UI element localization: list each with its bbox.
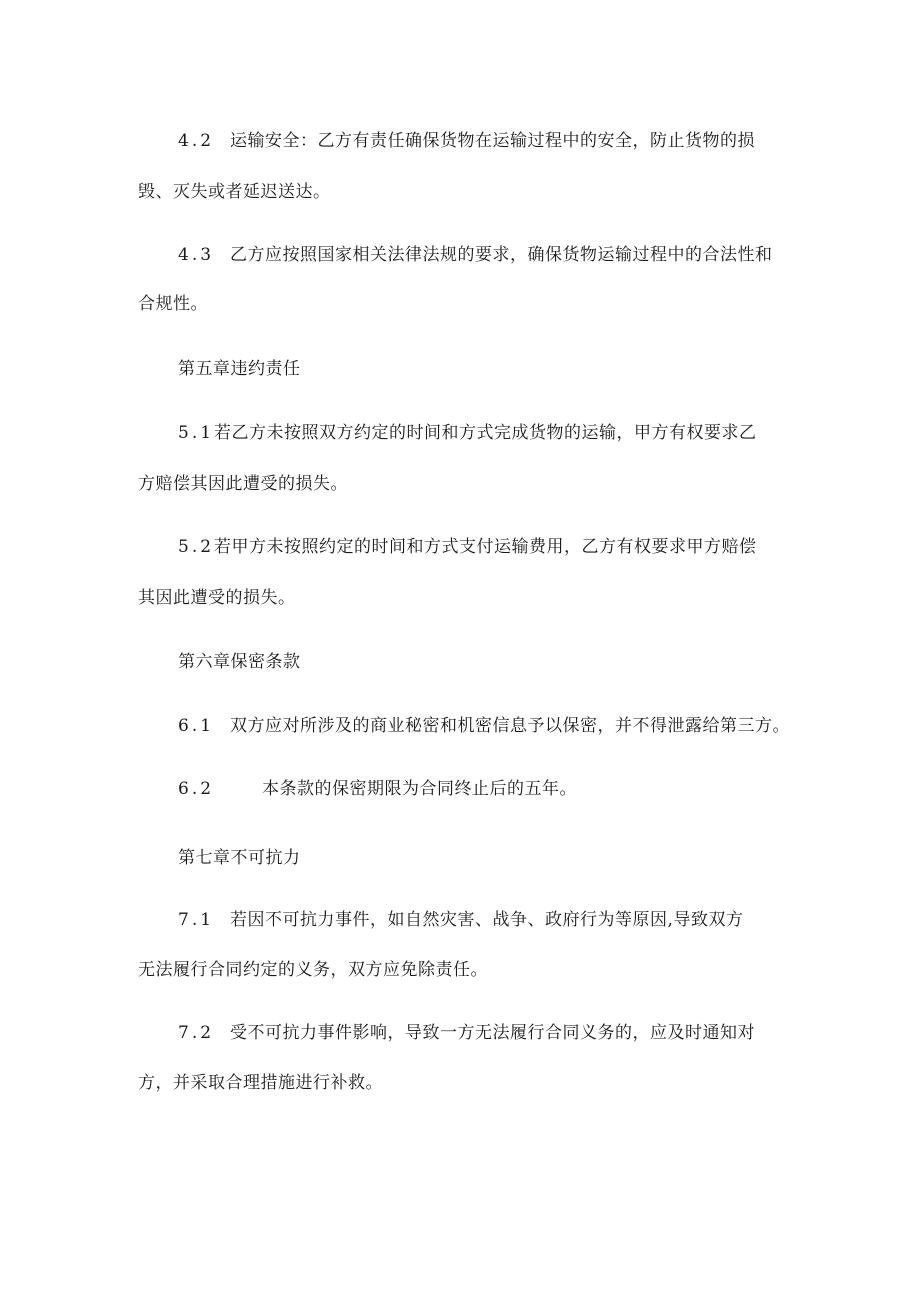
clause-text: 无法履行合同约定的义务，双方应免除责任。: [138, 960, 488, 980]
clause-number: 6.2: [178, 779, 215, 799]
clause-text: 本条款的保密期限为合同终止后的五年。: [262, 779, 578, 799]
clause-6-2-line-1: [178, 777, 577, 801]
clause-number: 6.1: [178, 716, 215, 736]
clause-text: 合规性。: [138, 294, 208, 314]
chapter-5-title: 第五章违约责任: [178, 359, 301, 379]
clause-text: 乙方应按照国家相关法律法规的要求，确保货物运输过程中的合法性和: [230, 245, 773, 265]
clause-6-1-line-1: [178, 714, 790, 738]
clause-text: 双方应对所涉及的商业秘密和机密信息予以保密，并不得泄露给第三方。: [230, 716, 791, 736]
clause-number: 5.1: [178, 423, 215, 443]
clause-7-1-line-2: [138, 958, 488, 982]
clause-text: 若因不可抗力事件，如自然灾害、战争、政府行为等原因,导致双方: [230, 910, 744, 930]
clause-text: 若乙方未按照双方约定的时间和方式完成货物的运输，甲方有权要求乙: [214, 423, 757, 443]
clause-number: 4.3: [178, 245, 215, 265]
clause-7-2-line-1: [178, 1021, 755, 1045]
clause-text: 其因此遭受的损失。: [138, 588, 296, 608]
clause-5-1-line-1: [178, 421, 757, 445]
clause-text: 方赔偿其因此遭受的损失。: [138, 474, 348, 494]
clause-text: 若甲方未按照约定的时间和方式支付运输费用，乙方有权要求甲方赔偿: [214, 537, 757, 557]
clause-number: 7.2: [178, 1023, 215, 1043]
clause-4-2-line-1: [178, 129, 755, 153]
clause-5-2-line-2: [138, 586, 296, 610]
clause-text: 受不可抗力事件影响，导致一方无法履行合同义务的，应及时通知对: [230, 1023, 756, 1043]
chapter-7-title: 第七章不可抗力: [178, 848, 301, 868]
clause-number: 4.2: [178, 131, 215, 151]
clause-5-1-line-2: [138, 472, 348, 496]
clause-4-3-line-1: [178, 243, 773, 267]
clause-text: 方，并采取合理措施进行补救。: [138, 1073, 383, 1093]
clause-number: 5.2: [178, 537, 215, 557]
clause-number: 7.1: [178, 910, 215, 930]
chapter-6-title: 第六章保密条款: [178, 652, 301, 672]
clause-7-1-line-1: [178, 908, 743, 932]
clause-text: 毁、灭失或者延迟送达。: [138, 182, 331, 202]
clause-text: 运输安全：乙方有责任确保货物在运输过程中的安全，防止货物的损: [230, 131, 756, 151]
clause-4-2-line-2: [138, 180, 331, 204]
clause-7-2-line-2: [138, 1071, 383, 1095]
clause-4-3-line-2: [138, 292, 208, 316]
clause-5-2-line-1: [178, 535, 757, 559]
